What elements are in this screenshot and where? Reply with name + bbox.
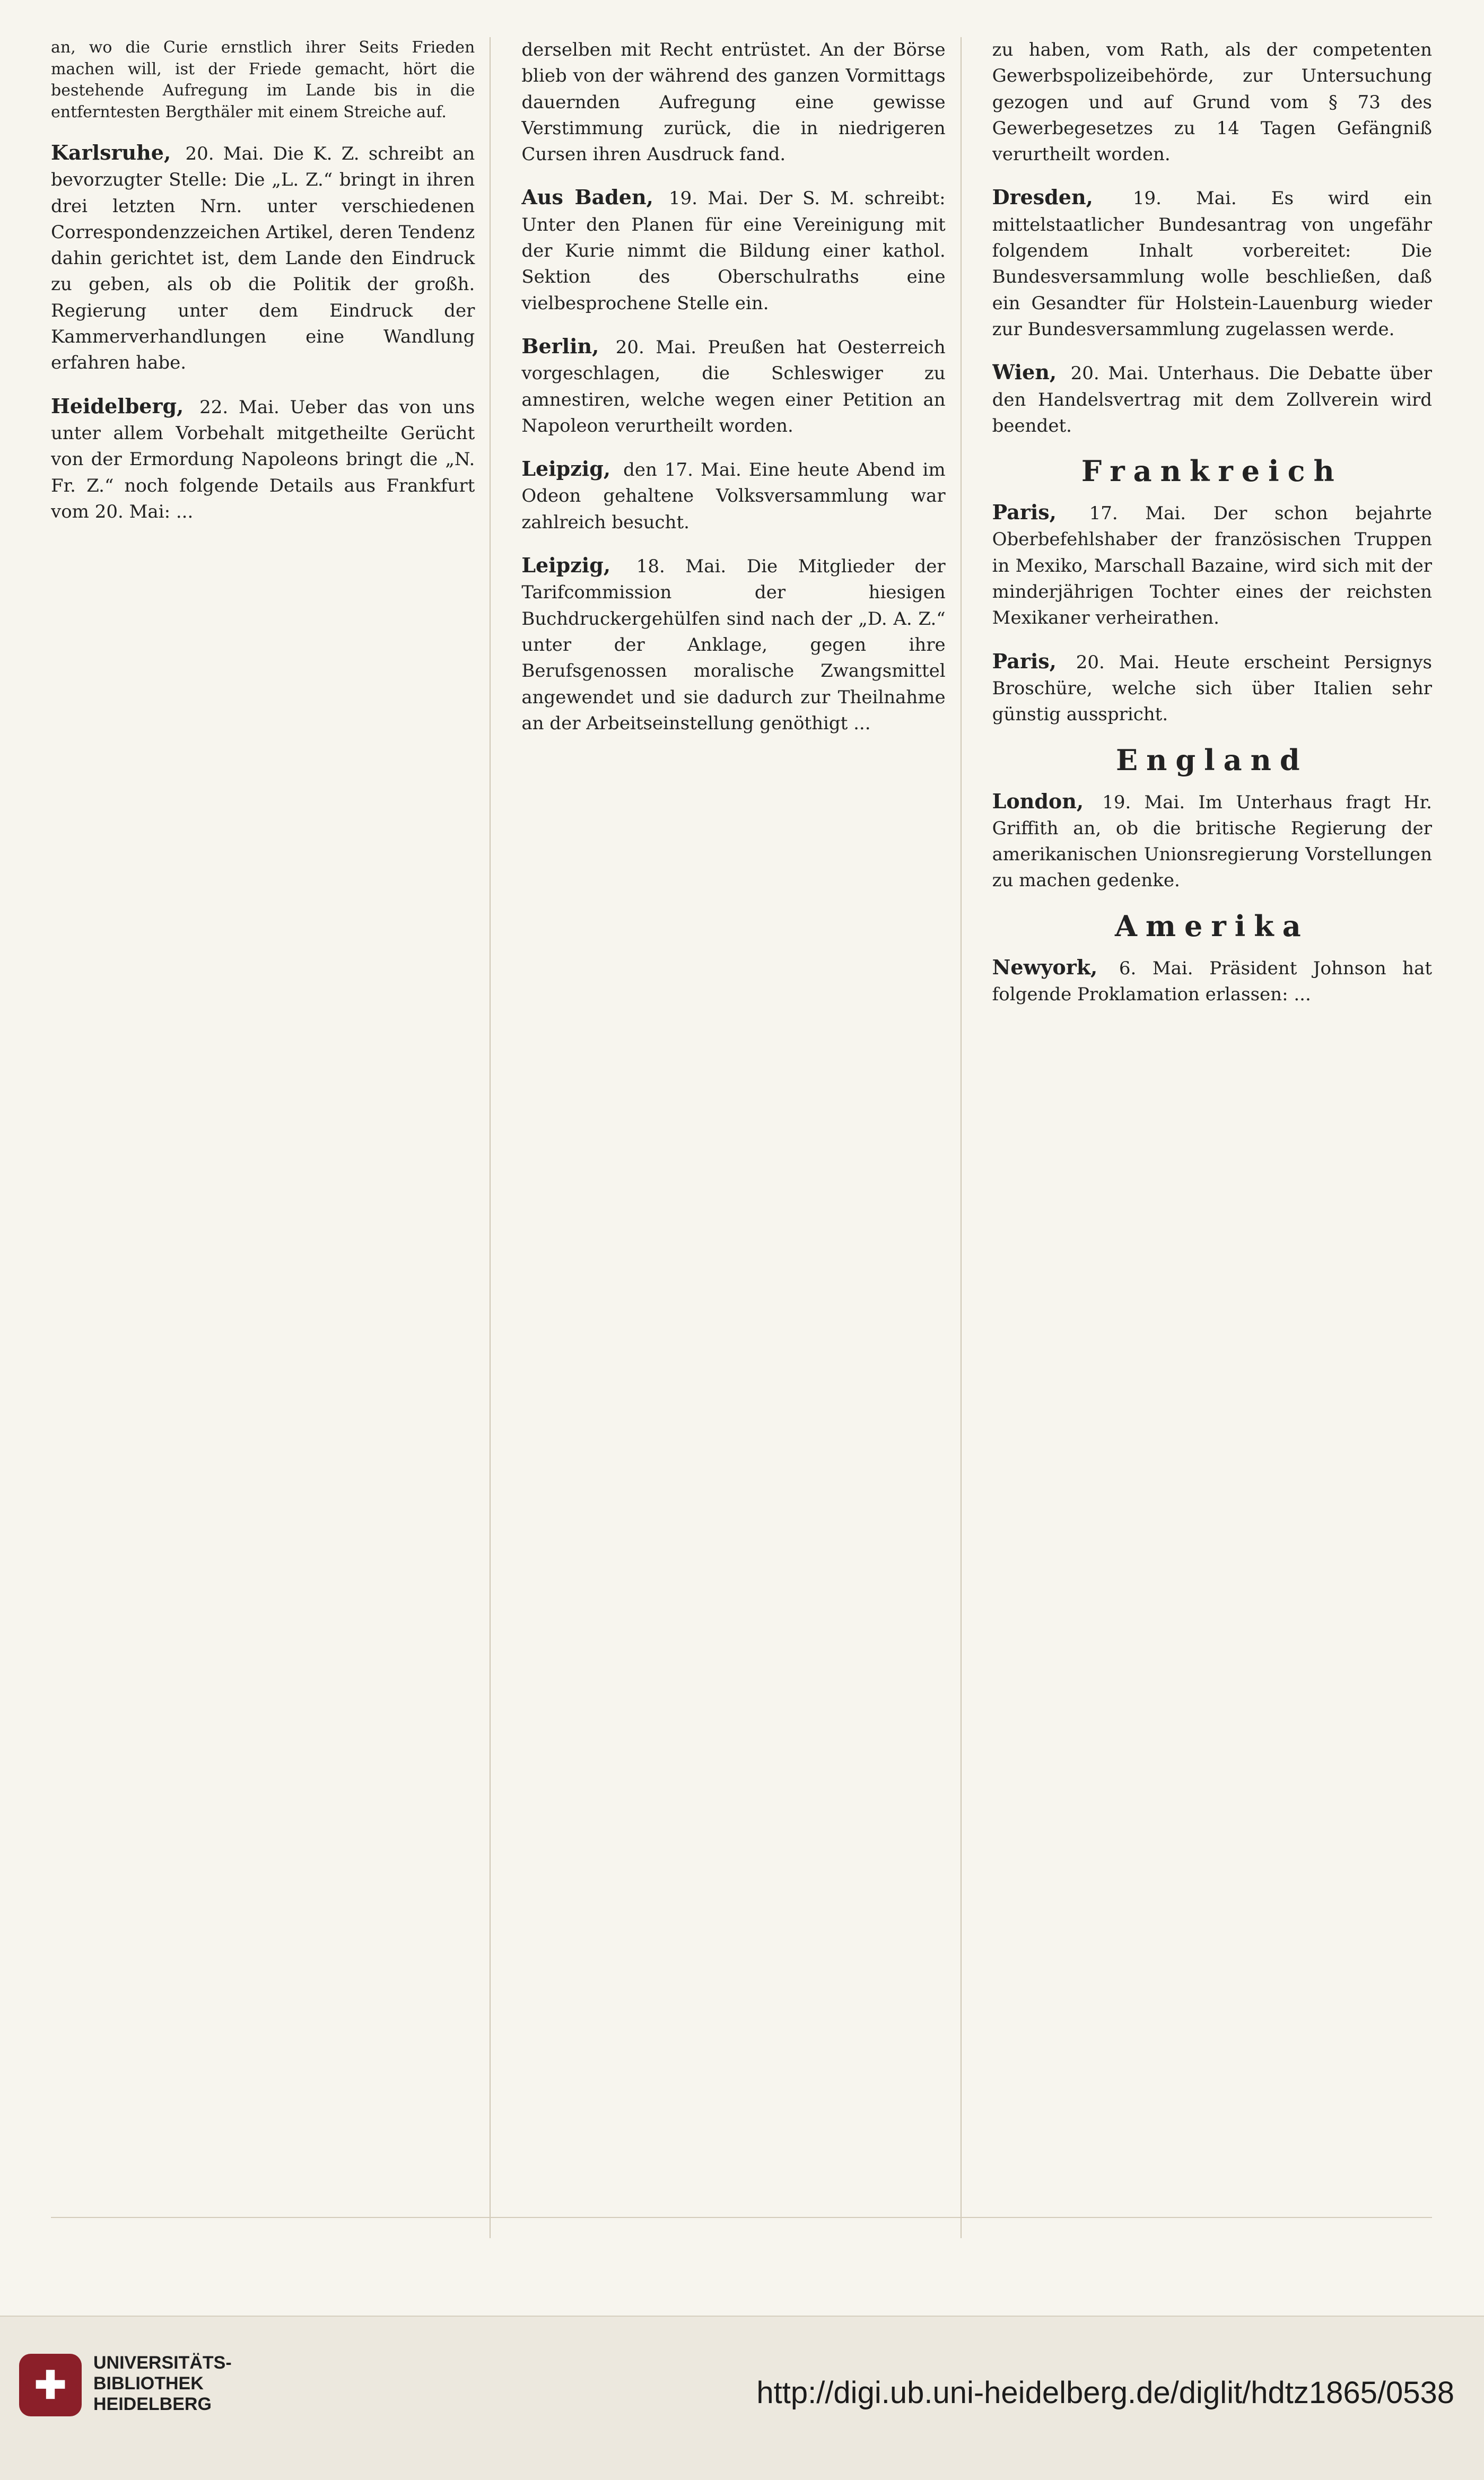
article-date: 20. Mai. bbox=[185, 143, 264, 164]
article-date: 22. Mai. bbox=[199, 396, 280, 418]
article-dateline: Dresden, bbox=[992, 185, 1093, 209]
article-right-2 bbox=[992, 182, 1432, 343]
article-text: an, wo die Curie ernstlich ihrer Seits Frieden machen will, ist der Friede gemacht, hört die bestehende Aufregung im Lande bis in die entferntesten Bergthäler mit einem Streiche auf. bbox=[51, 38, 475, 121]
article-dateline: Leipzig, bbox=[521, 553, 611, 578]
article-date: 20. Mai. bbox=[615, 336, 697, 358]
america-article-1 bbox=[992, 953, 1432, 1008]
article-text: Heute erscheint Persignys Broschüre, welche sich über Italien sehr günstig ausspricht. bbox=[992, 651, 1432, 726]
library-logo-text: UNIVERSITÄTS- BIBLIOTHEK HEIDELBERG bbox=[93, 2353, 232, 2415]
article-body bbox=[992, 953, 1432, 1008]
article-text: Unterhaus. Die Debatte über den Handelsvertrag mit dem Zollverein wird beendet. bbox=[992, 363, 1432, 436]
article-text: Die K. Z. schreibt an bevorzugter Stelle: Die „L. Z.“ bringt in ihren drei letzten Nrn. unter verschiedenen Correspondenzzeichen Artikel, deren Tendenz dahin gerichtet ist, dem Lande den Eindruck zu geben, als ob die Politik der großh. Regierung unter dem Eindruck der Kammerverhandlungen eine Wandlung erfahren habe. bbox=[51, 143, 475, 374]
article-body bbox=[521, 454, 945, 536]
article-dateline: Karlsruhe, bbox=[51, 141, 171, 164]
column-right bbox=[992, 37, 1432, 2238]
article-middle-2 bbox=[521, 182, 945, 316]
article-text: Im Unterhaus fragt Hr. Griffith an, ob die britische Regierung der amerikanischen Unionsregierung Vorstellungen zu machen gedenke. bbox=[992, 791, 1432, 892]
article-dateline: Heidelberg, bbox=[51, 394, 184, 418]
article-middle-4 bbox=[521, 454, 945, 536]
article-text: Preußen hat Oesterreich vorgeschlagen, die Schleswiger zu amnestiren, welche wegen einer Petition an Napoleon verurtheilt worden. bbox=[521, 336, 946, 436]
article-dateline: Paris, bbox=[992, 500, 1057, 525]
england-article-1 bbox=[992, 787, 1432, 894]
article-left-2 bbox=[51, 138, 475, 377]
article-text: Ueber das von uns unter allem Vorbehalt mitgetheilte Gerücht von der Ermordung Napoleons bringt die „N. Fr. Z.“ noch folgende Details aus Frankfurt vom 20. Mai: ... bbox=[51, 396, 475, 522]
article-date: 20. Mai. bbox=[1076, 651, 1160, 673]
article-body bbox=[521, 331, 945, 439]
article-dateline: Wien, bbox=[992, 360, 1057, 385]
article-body bbox=[992, 357, 1432, 439]
article-dateline: Aus Baden, bbox=[521, 185, 653, 209]
newspaper-columns bbox=[51, 37, 1432, 2238]
article-left-1 bbox=[51, 37, 475, 123]
article-text: Präsident Johnson hat folgende Proklamation erlassen: ... bbox=[992, 957, 1432, 1006]
article-date: 17. Mai. bbox=[1089, 503, 1186, 525]
article-dateline: Newyork, bbox=[992, 955, 1098, 979]
article-body bbox=[992, 787, 1432, 894]
library-logo-icon: ✚ bbox=[19, 2354, 82, 2416]
article-middle-1 bbox=[521, 37, 945, 168]
article-body bbox=[521, 551, 945, 737]
article-body bbox=[992, 182, 1432, 343]
article-date: 18. Mai. bbox=[636, 556, 727, 578]
article-right-3 bbox=[992, 357, 1432, 439]
footer-bar bbox=[0, 2316, 1484, 2480]
article-middle-3 bbox=[521, 331, 945, 439]
column-left bbox=[51, 37, 491, 2238]
article-date: 19. Mai. bbox=[669, 188, 749, 209]
page-divider bbox=[51, 2217, 1432, 2250]
article-body bbox=[51, 391, 475, 525]
article-text: Es wird ein mittelstaatlicher Bundesantrag von ungefähr folgendem Inhalt vorbereitet: Die Bundesversammlung wolle beschließen, daß ein Gesandter für Holstein-Lauenburg wieder zur Bundesversammlung zugelassen werde. bbox=[992, 188, 1432, 340]
section-title: England bbox=[1115, 743, 1308, 777]
column-middle bbox=[521, 37, 961, 2238]
article-dateline: London, bbox=[992, 789, 1084, 813]
article-dateline: Leipzig, bbox=[521, 457, 611, 481]
article-right-1 bbox=[992, 37, 1432, 168]
section-title: Amerika bbox=[1114, 909, 1310, 943]
article-body bbox=[521, 182, 945, 316]
source-url[interactable]: http://digi.ub.uni-heidelberg.de/diglit/hdtz1865/0538 bbox=[756, 2376, 1454, 2410]
article-body bbox=[992, 497, 1432, 631]
article-dateline: Paris, bbox=[992, 649, 1057, 673]
article-dateline: Berlin, bbox=[521, 334, 599, 358]
article-date: 6. Mai. bbox=[1119, 957, 1193, 979]
article-text: derselben mit Recht entrüstet. An der Börse blieb von der während des ganzen Vormittags dauernden Aufregung eine gewisse Verstimmung zurück, die in niedrigeren Cursen ihren Ausdruck fand. bbox=[521, 39, 946, 165]
article-body bbox=[51, 138, 475, 377]
france-article-2 bbox=[992, 647, 1432, 728]
article-date: 19. Mai. bbox=[1102, 791, 1185, 813]
article-text: zu haben, vom Rath, als der competenten Gewerbspolizeibehörde, zur Untersuchung gezogen und auf Grund vom § 73 des Gewerbegesetzes zu 14 Tagen Gefängniß verurtheilt worden. bbox=[992, 39, 1432, 165]
article-text: Eine heute Abend im Odeon gehaltene Volksversammlung war zahlreich besucht. bbox=[521, 459, 946, 533]
article-text: Die Mitglieder der Tarifcommission der hiesigen Buchdruckergehülfen sind nach der „D. A. Z.“ unter der Anklage, gegen ihre Berufsgenossen moralische Zwangsmittel angewendet und sie dadurch zur Theilnahme an der Arbeitseinstellung genöthigt ... bbox=[521, 556, 946, 734]
article-text: Der schon bejahrte Oberbefehlshaber der französischen Truppen in Mexiko, Marschall Bazaine, wird sich mit der minderjährigen Tochter eines der reichsten Mexikaner verheirathen. bbox=[992, 503, 1432, 629]
section-title: Frankreich bbox=[1081, 454, 1343, 488]
article-left-3 bbox=[51, 391, 475, 525]
article-date: den 17. Mai. bbox=[623, 459, 741, 481]
article-date: 20. Mai. bbox=[1070, 363, 1149, 385]
article-text: Der S. M. schreibt: Unter den Planen für eine Vereinigung mit der Kurie nimmt die Bildung einer kathol. Sektion des Oberschulraths eine vielbesprochene Stelle ein. bbox=[521, 188, 946, 314]
article-date: 19. Mai. bbox=[1132, 188, 1237, 209]
article-middle-5 bbox=[521, 551, 945, 737]
article-body bbox=[992, 647, 1432, 728]
france-article-1 bbox=[992, 497, 1432, 631]
